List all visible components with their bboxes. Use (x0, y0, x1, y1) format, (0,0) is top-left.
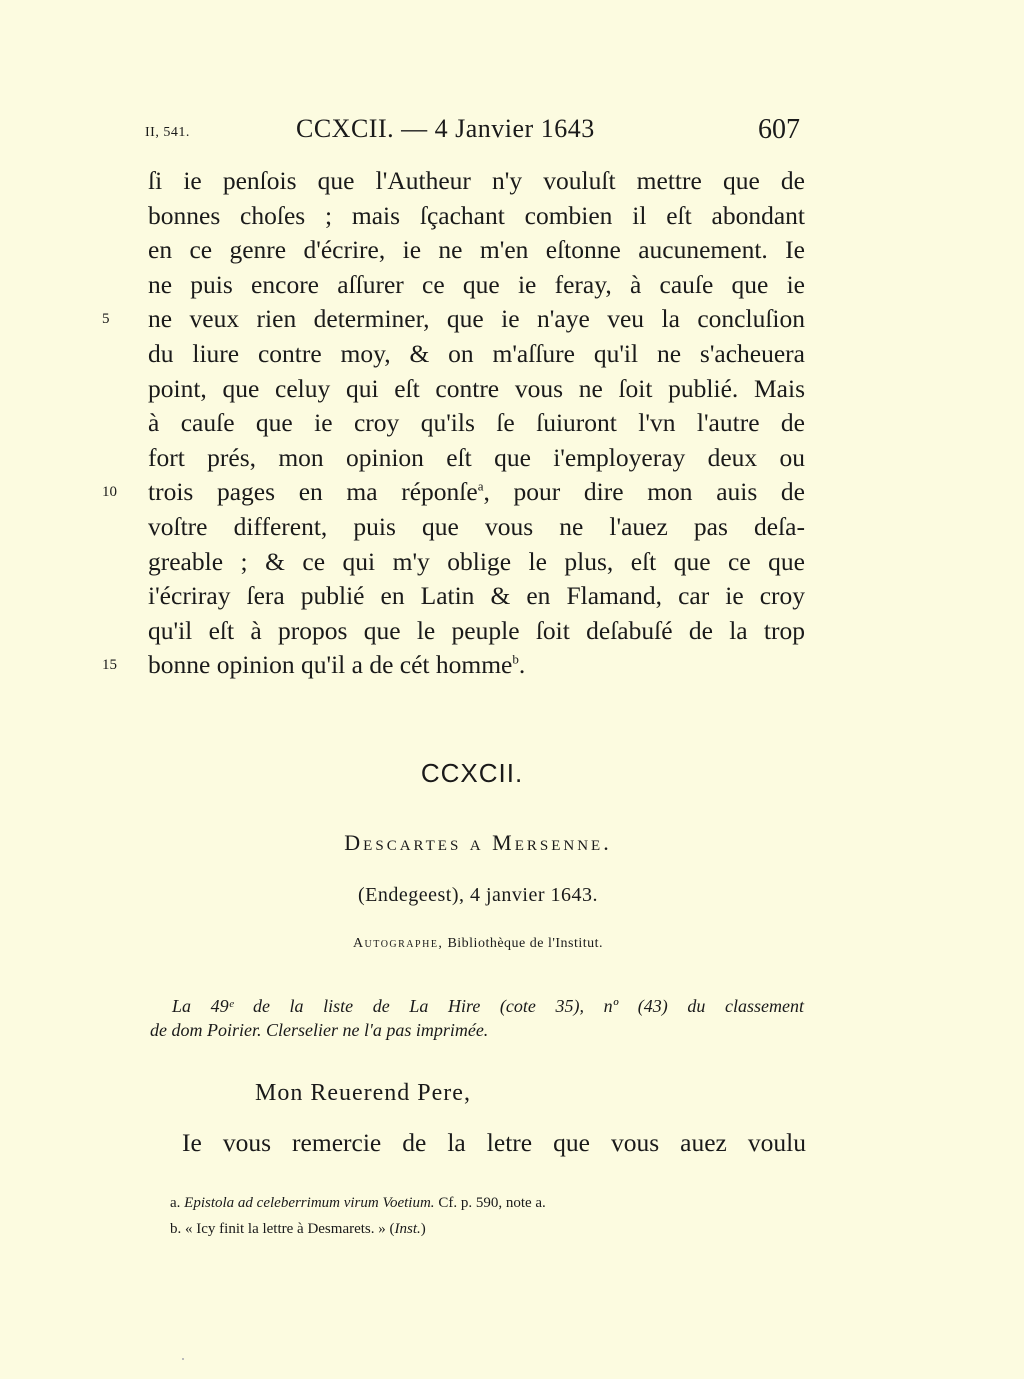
text-line: ſi ie penſois que l'Autheur n'y vouluſt mettre que de (148, 166, 805, 195)
header-reference: II, 541. (145, 125, 190, 140)
editorial-note (150, 994, 804, 1042)
text-line: voſtre different, puis que vous ne l'auez pas deſa- (148, 511, 805, 541)
source-text: Bibliothèque de l'Institut. (443, 936, 604, 951)
line-number: 15 (102, 657, 117, 674)
text-line: i'écriray ſera publié en Latin & en Flamand, car ie croy (148, 581, 805, 611)
text-line: 10 trois pages en ma réponſe$^a$, pour dire mon auis de (148, 475, 805, 510)
text-line: bonnes choſes ; mais ſçachant combien il eſt abondant (148, 200, 805, 230)
letter-opening-line: Ie vous remercie de la letre que vous auez voulu (182, 1128, 806, 1157)
text-line: en ce genre d'écrire, ie ne m'en eſtonne aucunement. Ie (148, 235, 805, 265)
text-line: 15 bonne opinion qu'il a de cét homme$^b$. (148, 648, 805, 683)
paper-speck (182, 1358, 184, 1360)
footnote-b: b. « Icy finit la lettre à Desmarets. » (Inst.) (170, 1221, 426, 1237)
text-line: greable ; & ce qui m'y oblige le plus, eſt que ce que (148, 546, 805, 576)
running-title: CCXCII. — 4 Janvier 1643 (296, 114, 595, 143)
text-line: qu'il eſt à propos que le peuple ſoit deſabuſé de la trop (148, 615, 805, 645)
text-line: 5 ne veux rien determiner, que ie n'aye veu la concluſion (148, 302, 805, 337)
source-label: Autographe, (352, 936, 444, 951)
editorial-note-line: de dom Poirier. Clerselier ne l'a pas imprimée. (150, 1020, 489, 1040)
line-number: 5 (102, 311, 110, 328)
salutation: Mon Reuerend Pere, (255, 1080, 471, 1106)
text-line: du liure contre moy, & on m'aſſure qu'il ne s'acheuera (148, 338, 805, 368)
editorial-note-line: La 49ᵉ de la liste de La Hire (cote 35), nº (43) du classement (172, 996, 804, 1016)
footnotes (170, 1190, 546, 1242)
text-line: ne puis encore aſſurer ce que ie feray, à cauſe que ie (148, 269, 805, 299)
letter-source (0, 936, 956, 952)
footnote-ref-a: a (477, 478, 484, 494)
line-number: 10 (102, 484, 117, 501)
body-text (102, 164, 805, 683)
letter-number: CCXCII. (420, 758, 524, 788)
footnote-ref-b: b (512, 651, 519, 667)
page-number: 607 (758, 114, 800, 145)
footnote-a: a. Epistola ad celeberrimum virum Voetium. Cf. p. 590, note a. (170, 1195, 546, 1211)
text-line: fort prés, mon opinion eſt que i'employeray deux ou (148, 442, 805, 472)
text-line: point, que celuy qui eſt contre vous ne ſoit publié. Mais (148, 373, 805, 403)
letter-title: Descartes a Mersenne. (344, 830, 612, 855)
letter-place-date: (Endegeest), 4 janvier 1643. (357, 884, 599, 906)
text-line: à cauſe que ie croy qu'ils ſe ſuiuront l'vn l'autre de (148, 408, 805, 438)
